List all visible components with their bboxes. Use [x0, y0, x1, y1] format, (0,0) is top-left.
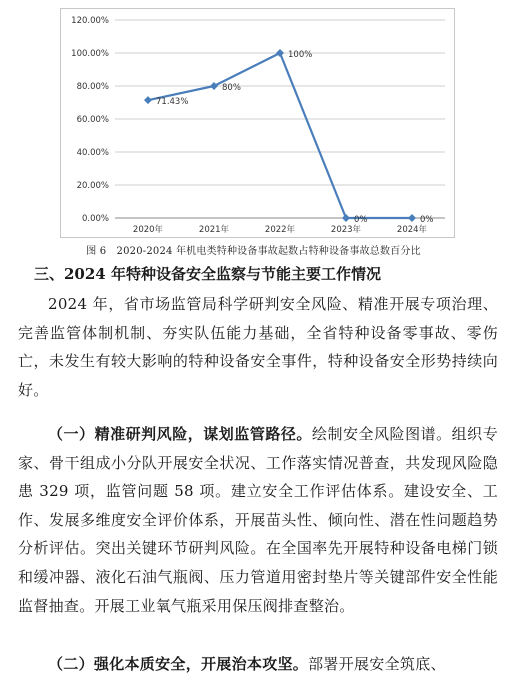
x-tick-label: 2021年: [198, 225, 230, 235]
y-tick-label: 0.00%: [81, 214, 109, 224]
line-chart: [60, 8, 455, 238]
paragraph-3: [18, 650, 498, 679]
y-tick-label: 20.00%: [76, 181, 109, 191]
chart-svg: [60, 8, 455, 238]
y-tick-label: 40.00%: [76, 148, 109, 158]
chart-frame: [61, 9, 455, 238]
paragraph-3-heading: （二）强化本质安全，开展治本攻坚。: [48, 655, 309, 673]
y-tick-label: 100.00%: [71, 49, 109, 59]
data-label: 100%: [288, 50, 313, 60]
data-label: 80%: [222, 83, 241, 93]
figure-caption: 图 6 2020-2024 年机电类特种设备事故起数占特种设备事故总数百分比: [86, 246, 421, 257]
x-tick-label: 2024年: [396, 225, 428, 235]
section-heading: 三、2024 年特种设备安全监察与节能主要工作情况: [34, 265, 381, 283]
paragraph-2: [18, 420, 498, 620]
paragraph-2-body: 绘制安全风险图谱。组织专家、骨干组成小分队开展安全状况、工作落实情况普查，共发现风险隐患 329 项，监管问题 58 项。建立安全工作评估体系。建设安全、工作、发展多维度安全评价体系，开展苗头性、倾向性、潜在性问题趋势分析评估。突出关键环节研判风险。在全国率先开展特种设备电梯门锁和缓冲器、液化石油气瓶阀、压力管道用密封垫片等关键部件安全性能监督抽查。开展工业氧气瓶采用保压阀排查整治。: [18, 425, 498, 615]
x-tick-label: 2020年: [132, 225, 164, 235]
y-tick-label: 60.00%: [76, 115, 109, 125]
x-tick-label: 2023年: [330, 225, 362, 235]
data-label: 71.43%: [156, 97, 189, 108]
x-tick-label: 2022年: [264, 225, 296, 235]
y-tick-label: 120.00%: [71, 16, 109, 26]
paragraph-1: 2024 年，省市场监管局科学研判安全风险、精准开展专项治理、完善监管体制机制、夯实队伍能力基础，全省特种设备零事故、零伤亡，未发生有较大影响的特种设备安全事件，特种设备安全形势持续向好。: [18, 295, 498, 399]
paragraph-3-body: 部署开展安全筑底、: [308, 655, 446, 673]
paragraph-2-heading: （一）精准研判风险，谋划监管路径。: [48, 425, 312, 443]
data-label: 0%: [420, 215, 434, 225]
y-tick-label: 80.00%: [76, 82, 109, 92]
data-label: 0%: [354, 215, 368, 225]
